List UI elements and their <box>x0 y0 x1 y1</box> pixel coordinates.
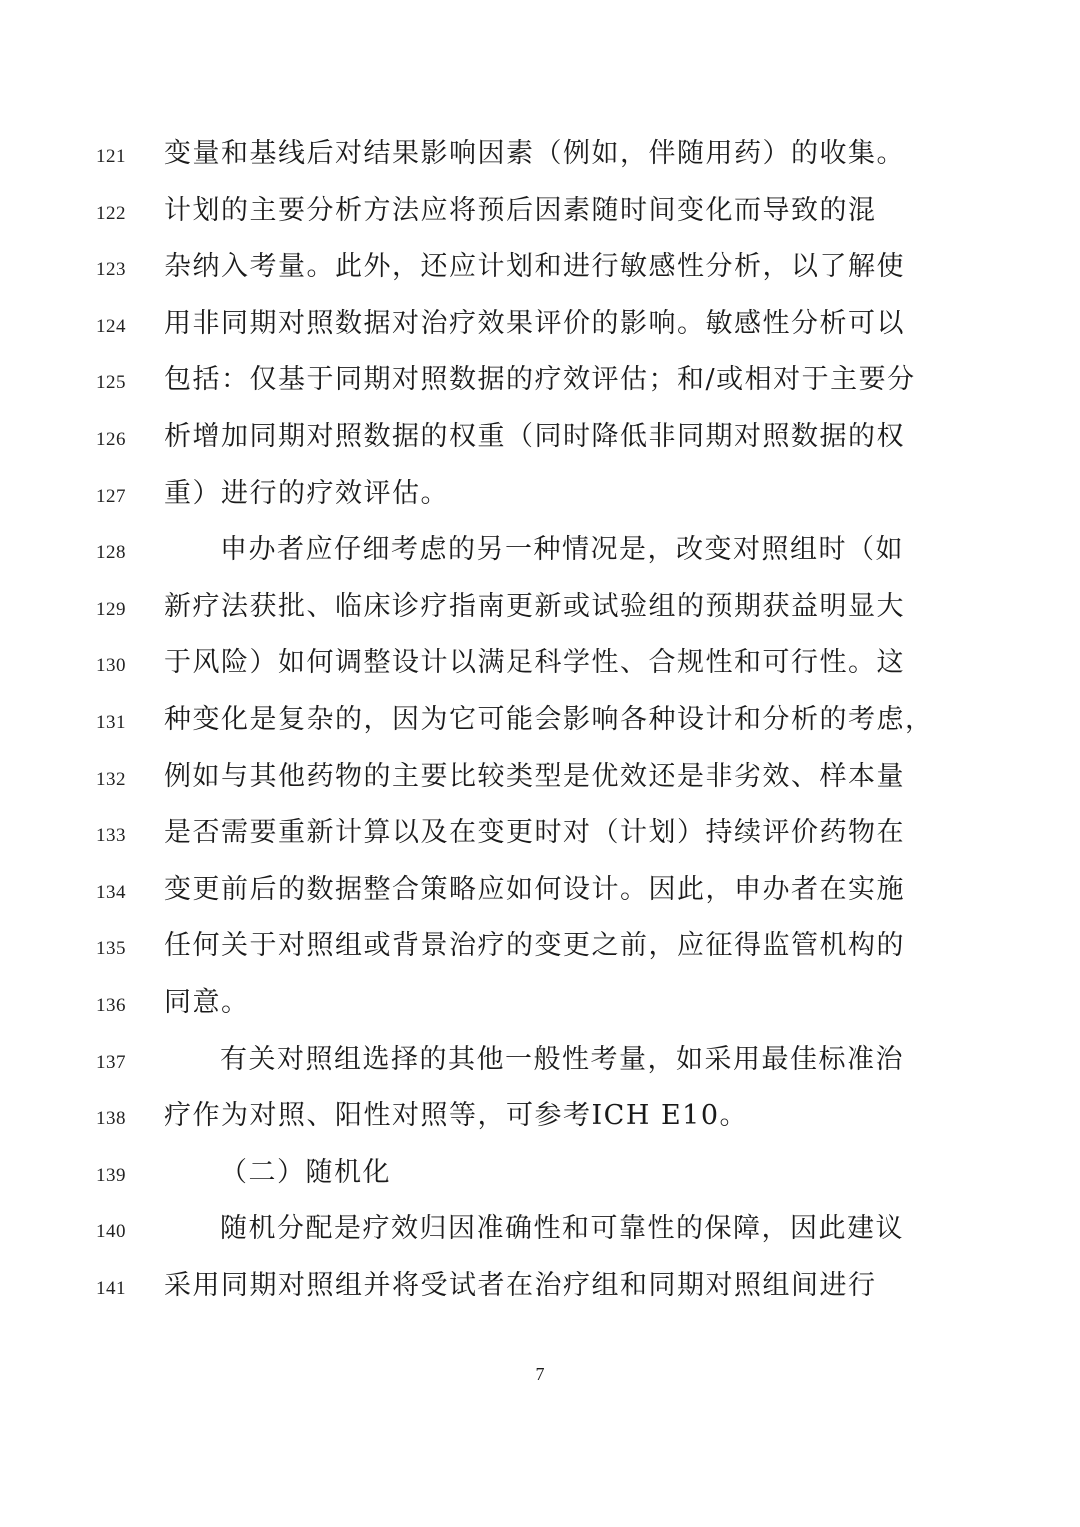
line-number: 140 <box>96 1221 126 1243</box>
text-line <box>0 1094 1080 1151</box>
line-number: 123 <box>96 259 126 281</box>
text-line <box>0 189 1080 246</box>
line-number: 136 <box>96 994 126 1016</box>
line-number: 127 <box>96 485 126 507</box>
text-line <box>0 755 1080 812</box>
line-number: 131 <box>96 711 126 733</box>
line-number: 126 <box>96 428 126 450</box>
numbered-text-lines <box>0 132 1080 1320</box>
text-line <box>0 868 1080 925</box>
text-line <box>0 924 1080 981</box>
line-text: 于风险）如何调整设计以满足科学性、合规性和可行性。这 <box>164 647 905 679</box>
line-text: （二）随机化 <box>220 1156 391 1188</box>
line-text: 任何关于对照组或背景治疗的变更之前，应征得监管机构的 <box>164 930 905 962</box>
line-text: 种变化是复杂的，因为它可能会影响各种设计和分析的考虑， <box>164 703 934 735</box>
text-line <box>0 528 1080 585</box>
line-number: 134 <box>96 881 126 903</box>
line-number: 125 <box>96 372 126 394</box>
line-text: 例如与其他药物的主要比较类型是优效还是非劣效、样本量 <box>164 760 905 792</box>
line-number: 124 <box>96 315 126 337</box>
text-line <box>0 641 1080 698</box>
line-text: 采用同期对照组并将受试者在治疗组和同期对照组间进行 <box>164 1269 877 1301</box>
line-text: 包括：仅基于同期对照数据的疗效评估；和/或相对于主要分 <box>164 364 916 396</box>
line-text: 同意。 <box>164 986 250 1018</box>
text-line <box>0 245 1080 302</box>
text-line <box>0 415 1080 472</box>
line-number: 137 <box>96 1051 126 1073</box>
text-line <box>0 698 1080 755</box>
text-line <box>0 302 1080 359</box>
line-number: 128 <box>96 542 126 564</box>
line-number: 122 <box>96 202 126 224</box>
text-line <box>0 811 1080 868</box>
line-text: 变更前后的数据整合策略应如何设计。因此，申办者在实施 <box>164 873 905 905</box>
line-number: 139 <box>96 1164 126 1186</box>
line-number: 141 <box>96 1277 126 1299</box>
line-number: 121 <box>96 146 126 167</box>
text-line <box>0 358 1080 415</box>
line-text: 疗作为对照、阳性对照等，可参考ICH E10。 <box>164 1100 749 1132</box>
text-line <box>0 1151 1080 1208</box>
line-text: 是否需要重新计算以及在变更时对（计划）持续评价药物在 <box>164 817 905 849</box>
line-text: 申办者应仔细考虑的另一种情况是，改变对照组时（如 <box>220 534 904 566</box>
line-text: 用非同期对照数据对治疗效果评价的影响。敏感性分析可以 <box>164 307 905 339</box>
line-number: 138 <box>96 1108 126 1130</box>
text-line <box>0 585 1080 642</box>
line-number: 133 <box>96 825 126 847</box>
line-text: 随机分配是疗效归因准确性和可靠性的保障，因此建议 <box>220 1213 904 1245</box>
text-line <box>0 1038 1080 1095</box>
text-line <box>0 981 1080 1038</box>
line-number: 135 <box>96 938 126 960</box>
line-number: 129 <box>96 598 126 620</box>
line-text: 变量和基线后对结果影响因素（例如，伴随用药）的收集。 <box>164 138 905 169</box>
text-line <box>0 472 1080 529</box>
line-text: 重）进行的疗效评估。 <box>164 477 449 509</box>
page-number: 7 <box>535 1364 545 1384</box>
text-line <box>0 1207 1080 1264</box>
line-number: 130 <box>96 655 126 677</box>
text-line <box>0 1264 1080 1321</box>
line-text: 杂纳入考量。此外，还应计划和进行敏感性分析，以了解使 <box>164 251 905 283</box>
line-text: 析增加同期对照数据的权重（同时降低非同期对照数据的权 <box>164 420 905 452</box>
line-number: 132 <box>96 768 126 790</box>
text-line <box>0 132 1080 189</box>
line-text: 有关对照组选择的其他一般性考量，如采用最佳标准治 <box>220 1043 904 1075</box>
line-text: 新疗法获批、临床诊疗指南更新或试验组的预期获益明显大 <box>164 590 905 622</box>
line-text: 计划的主要分析方法应将预后因素随时间变化而导致的混 <box>164 194 877 226</box>
